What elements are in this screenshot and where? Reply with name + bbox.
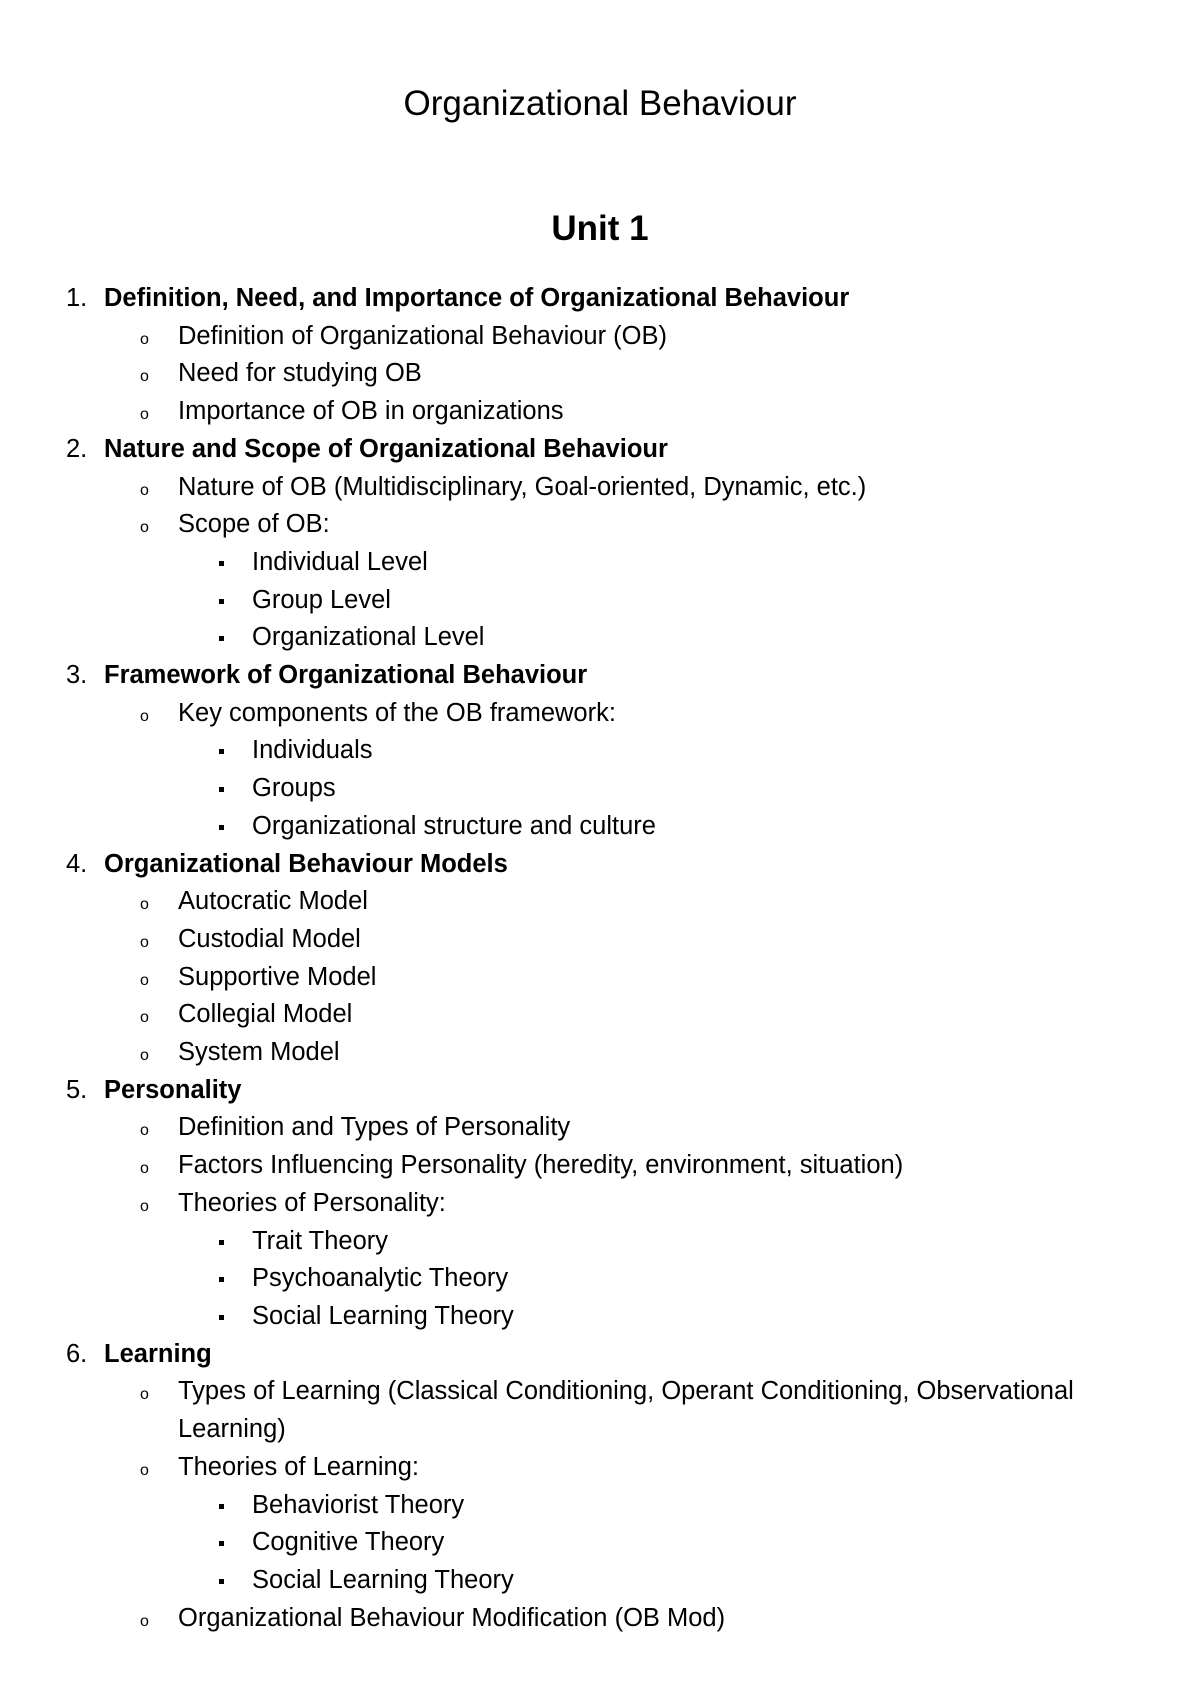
list-item (66, 355, 1176, 393)
sub-list-item-text: Groups (252, 774, 336, 803)
list-item (66, 1147, 1176, 1185)
list-item-text: Autocratic Model (178, 887, 368, 916)
list-item (66, 1185, 1176, 1223)
square-bullet-icon (219, 1541, 224, 1546)
circle-bullet-icon: o (140, 1009, 149, 1027)
sub-list-item-text: Social Learning Theory (252, 1301, 514, 1330)
circle-bullet-icon: o (140, 1047, 149, 1065)
sub-list-item (66, 732, 1176, 770)
square-bullet-icon (219, 787, 224, 792)
section-heading (66, 431, 1176, 469)
sub-list-item (66, 1260, 1176, 1298)
sub-list-item (66, 582, 1176, 620)
sub-list-item (66, 619, 1176, 657)
sub-list-item-text: Cognitive Theory (252, 1528, 445, 1557)
list-item-text: Theories of Personality: (178, 1188, 446, 1217)
section-number: 1. (66, 284, 88, 312)
sub-list-item-text: Group Level (252, 585, 391, 614)
section-heading (66, 280, 1176, 318)
list-item-text: Organizational Behaviour Modification (OB Mod) (178, 1603, 726, 1632)
section-heading-text: Personality (104, 1075, 242, 1104)
circle-bullet-icon: o (140, 330, 149, 348)
list-item (66, 996, 1176, 1034)
list-item (66, 1449, 1176, 1487)
section-number: 5. (66, 1075, 88, 1104)
section-heading-text: Organizational Behaviour Models (104, 849, 508, 878)
list-item-text: Factors Influencing Personality (heredity, environment, situation) (178, 1151, 904, 1180)
circle-bullet-icon: o (140, 1461, 149, 1479)
sub-list-item-text: Individual Level (252, 547, 428, 576)
list-item-text: Supportive Model (178, 962, 377, 991)
square-bullet-icon (219, 1240, 224, 1245)
document-title: Organizational Behaviour (403, 84, 797, 123)
list-item-text: Definition of Organizational Behaviour (OB) (178, 321, 667, 350)
list-item-text: Importance of OB in organizations (178, 397, 564, 426)
square-bullet-icon (219, 636, 224, 641)
square-bullet-icon (219, 1504, 224, 1509)
sub-list-item-text: Psychoanalytic Theory (252, 1264, 509, 1293)
list-item-text: System Model (178, 1038, 340, 1067)
list-item (66, 469, 1176, 507)
square-bullet-icon (219, 599, 224, 604)
sub-list-item (66, 808, 1176, 846)
list-item-text: Custodial Model (178, 924, 361, 953)
section-heading (66, 846, 1176, 884)
square-bullet-icon (219, 1579, 224, 1584)
list-item (66, 318, 1176, 356)
circle-bullet-icon: o (140, 481, 149, 499)
square-bullet-icon (219, 1277, 224, 1282)
circle-bullet-icon: o (140, 1197, 149, 1215)
square-bullet-icon (219, 561, 224, 566)
circle-bullet-icon: o (140, 368, 149, 386)
section-number: 6. (66, 1339, 88, 1368)
list-item-text: Nature of OB (Multidisciplinary, Goal-oriented, Dynamic, etc.) (178, 472, 867, 501)
circle-bullet-icon: o (140, 1386, 149, 1404)
sub-list-item-text: Organizational structure and culture (252, 811, 656, 840)
list-item (66, 1109, 1176, 1147)
list-item-text: Definition and Types of Personality (178, 1113, 571, 1142)
sub-list-item (66, 544, 1176, 582)
list-item (66, 506, 1176, 544)
unit-heading: Unit 1 (551, 209, 649, 248)
sub-list-item (66, 1487, 1176, 1525)
section-heading (66, 1336, 1176, 1374)
sub-list-item (66, 770, 1176, 808)
list-item-text: Theories of Learning: (178, 1452, 419, 1481)
section-heading (66, 657, 1176, 695)
circle-bullet-icon: o (140, 1160, 149, 1178)
section-number: 4. (66, 849, 88, 878)
sub-list-item-text: Individuals (252, 736, 373, 765)
list-item-text: Need for studying OB (178, 359, 422, 388)
circle-bullet-icon: o (140, 406, 149, 424)
section-heading-text: Learning (104, 1339, 212, 1368)
sub-list-item (66, 1223, 1176, 1261)
list-item (66, 1373, 1176, 1448)
list-item-text: Scope of OB: (178, 510, 330, 539)
circle-bullet-icon: o (140, 971, 149, 989)
sub-list-item-text: Organizational Level (252, 623, 485, 652)
section-heading (66, 1072, 1176, 1110)
sub-list-item-text: Social Learning Theory (252, 1565, 514, 1594)
list-item (66, 921, 1176, 959)
circle-bullet-icon: o (140, 1612, 149, 1630)
list-item (66, 1600, 1176, 1638)
section-heading-text: Framework of Organizational Behaviour (104, 661, 588, 690)
circle-bullet-icon: o (140, 707, 149, 725)
square-bullet-icon (219, 749, 224, 754)
section-heading-text: Definition, Need, and Importance of Organizational Behaviour (104, 284, 850, 312)
list-item (66, 393, 1176, 431)
sub-list-item (66, 1524, 1176, 1562)
sub-list-item-text: Behaviorist Theory (252, 1490, 465, 1519)
section-number: 3. (66, 661, 88, 690)
circle-bullet-icon: o (140, 519, 149, 537)
circle-bullet-icon: o (140, 1122, 149, 1140)
sub-list-item (66, 1562, 1176, 1600)
section-heading-text: Nature and Scope of Organizational Behaviour (104, 434, 668, 463)
list-item (66, 695, 1176, 733)
list-item (66, 959, 1176, 997)
section-number: 2. (66, 434, 88, 463)
list-item (66, 1034, 1176, 1072)
square-bullet-icon (219, 825, 224, 830)
circle-bullet-icon: o (140, 933, 149, 951)
list-item-text: Collegial Model (178, 1000, 353, 1029)
list-item (66, 883, 1176, 921)
list-item-text: Types of Learning (Classical Conditioning, Operant Conditioning, Observational Learning) (178, 1377, 1074, 1444)
circle-bullet-icon: o (140, 896, 149, 914)
list-item-text: Key components of the OB framework: (178, 698, 616, 727)
sub-list-item (66, 1298, 1176, 1336)
topic-outline (66, 280, 1176, 1637)
square-bullet-icon (219, 1315, 224, 1320)
sub-list-item-text: Trait Theory (252, 1226, 389, 1255)
